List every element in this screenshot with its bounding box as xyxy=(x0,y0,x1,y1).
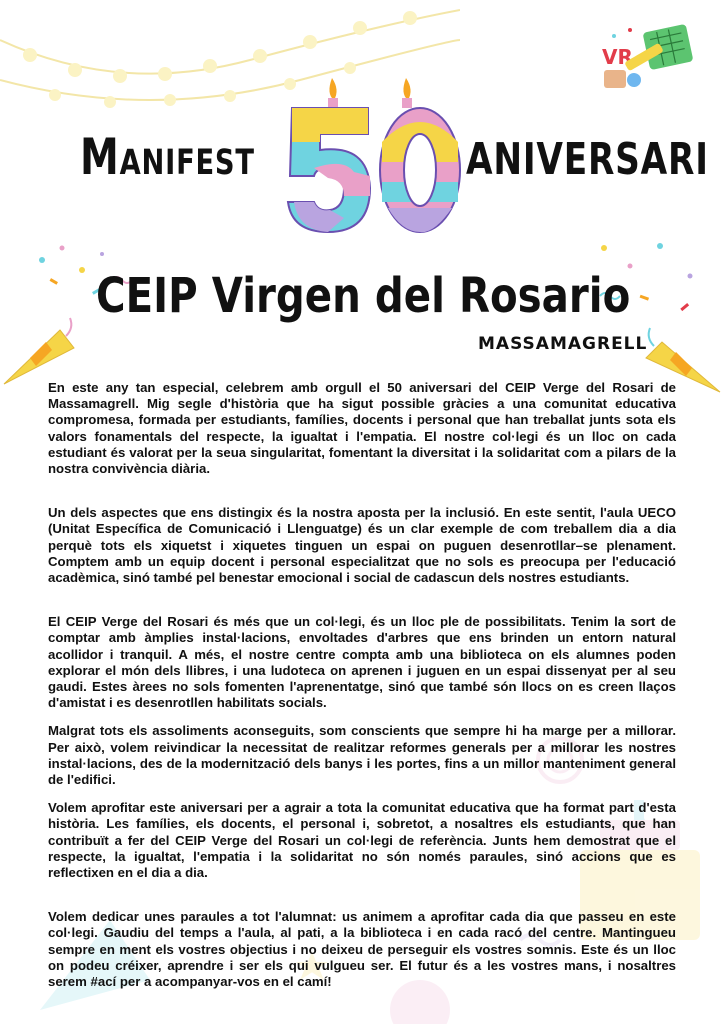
paragraph-facilities: El CEIP Verge del Rosari és més que un col·legi, és un lloc ple de possibilitats. Tenim la sort de comptar amb àmplies instal·lacions, envoltades d'arbres que ens brinden un entorn natural acollidor i tranquil. A més, el nostre centre compta amb una biblioteca on els alumnes poden explorar el món dels llibres, i una ludoteca on aprenen i juguen en un espai dissenyat per al seu gaudi. Estes àrees no sols fomenten l'aprenentatge, sinó que també són llocs on es creen llaços d'amistat i es desenrotllen habilitats socials. xyxy=(48,614,676,711)
paragraph-students: Volem dedicar unes paraules a tot l'alumnat: us animem a aprofitar cada dia que passeu en este col·legi. Gaudiu del temps a l'aula, al pati, a la biblioteca i en cada racó del centre. Mantingueu sempre en ment els vostres objectius i no deixeu de perseguir els vostres somnis. Este és un lloc on podeu créixer, aprendre i ser els qui vulgueu ser. El futur és a les vostres mans, i nosaltres serem #ací per a acompanyar-vos en el camí! xyxy=(48,909,676,990)
paragraph-inclusion: Un dels aspectes que ens distingix és la nostra aposta per la inclusió. En este sentit, l'aula UECO (Unitat Específica de Comunicació i Llenguatge) és un clar exemple de com treballem dia a dia perquè tots els xiquetst i xiquetes tinguen un espai on puguen desenrotllar–se plenament. Comptem amb un equip docent i personal especialitzat que no sols es preocupa per l'educació acadèmica, sinó també pel benestar emocional i social de cadascun dels nostres estudiants. xyxy=(48,505,676,586)
school-logo-icon xyxy=(594,22,698,96)
town-name: MASSAMAGRELL xyxy=(478,334,648,354)
paragraph-intro: En este any tan especial, celebrem amb orgull el 50 aniversari del CEIP Verge del Rosari de Massamagrell. Mig segle d'història que ha sigut possible gràcies a una comunitat educativa compromesa, formada per estudiants, famílies, docents i personal que han treballat junts sota els valors fonamentals del respecte, la igualtat i l'empatia. El nostre col·legi és un lloc on cada estudiant és valorat per la seua singularitat, fomentant la diversitat i la solidaritat com a pilars de la nostra convivència diària. xyxy=(48,380,676,477)
title-left: Manifest xyxy=(80,128,255,186)
title-right: ANIVERSARI xyxy=(466,134,709,185)
paragraph-thanks: Volem aprofitar este aniversari per a agrair a tota la comunitat educativa que ha format part d'esta història. Les famílies, els docents, el personal i, sobretot, a nosaltres els estudiants, que han contribuït a fer del CEIP Verge del Rosari un col·legi de referència. Junts hem demostrat que el respecte, la igualtat, l'empatia i la solidaritat no són només paraules, sinó accions que es reflectixen en el dia a dia. xyxy=(48,800,676,881)
party-horn-left-icon xyxy=(0,300,80,390)
school-name: CEIP Virgen del Rosario xyxy=(96,268,631,324)
manifest-body xyxy=(48,380,676,990)
svg-text:VR: VR xyxy=(602,45,633,69)
paragraph-improvements: Malgrat tots els assoliments aconseguits, som conscients que sempre hi ha marge per a millorar. Per això, volem reivindicar la necessitat de realitzar reformes generals per a millorar les nostres instal·lacions, des de la modernització dels banys i les portes, fins a un millor manteniment general de l'edifici. xyxy=(48,723,676,788)
fifty-candles-graphic xyxy=(284,72,466,238)
